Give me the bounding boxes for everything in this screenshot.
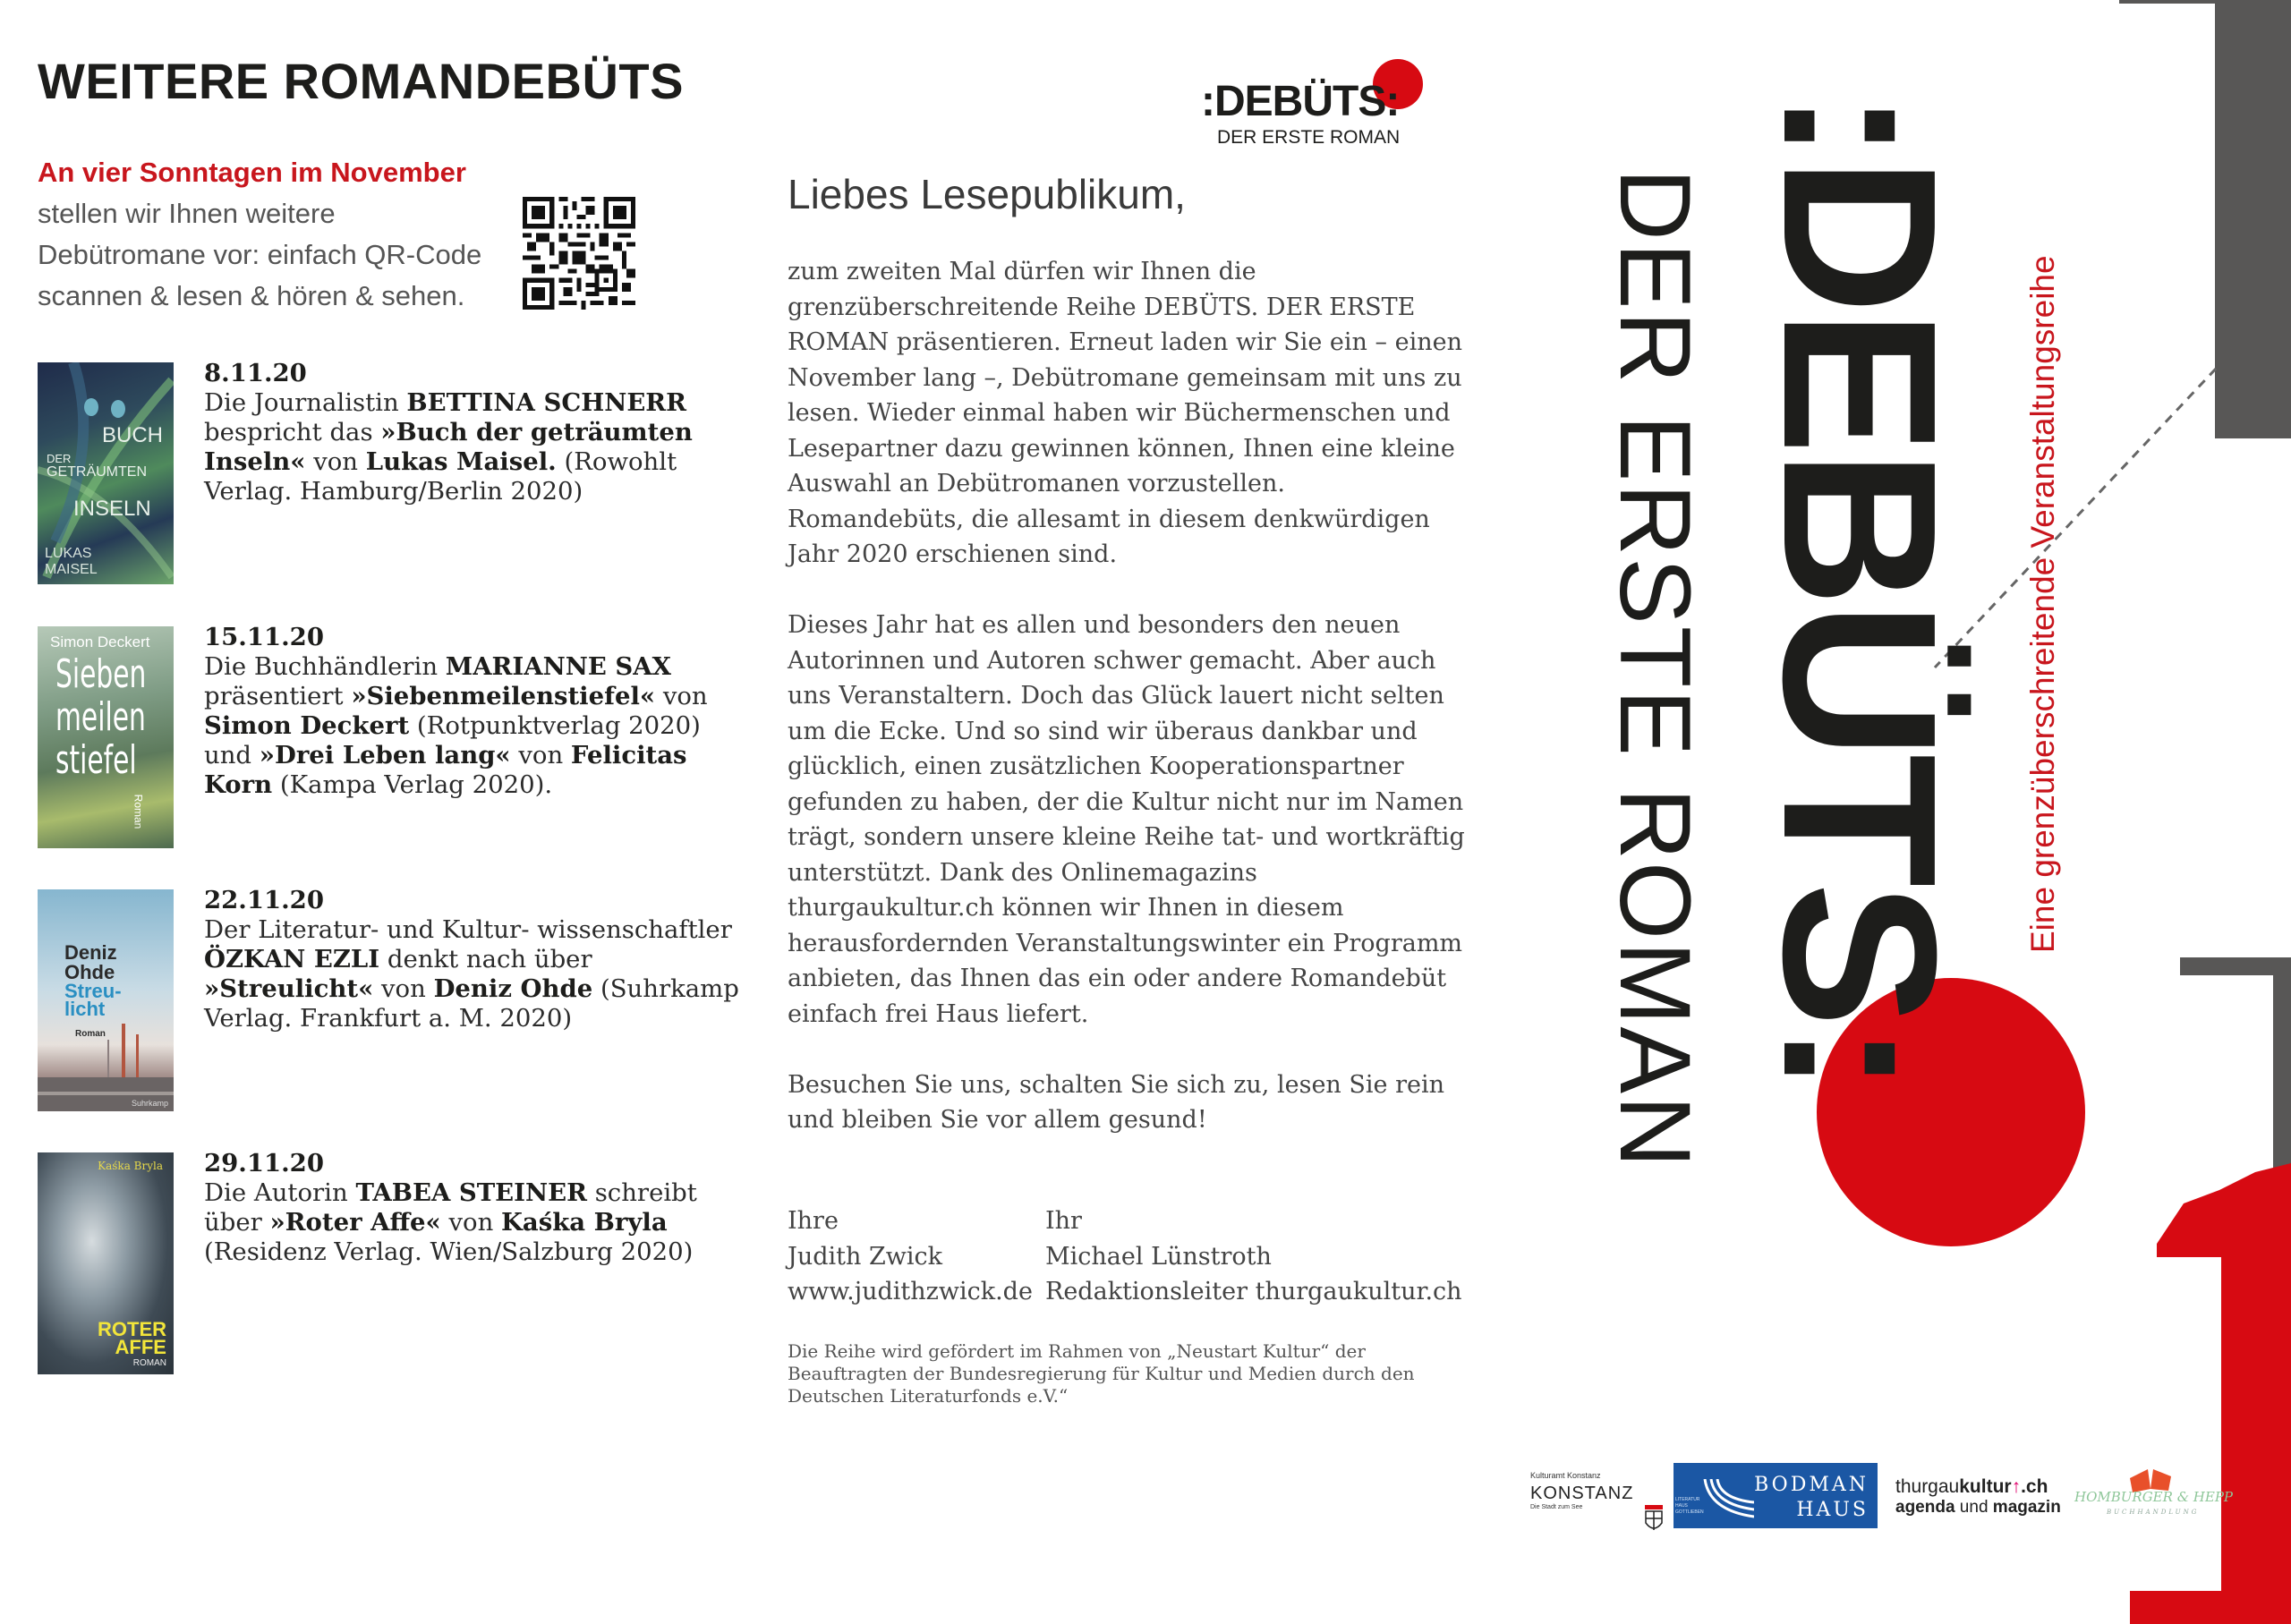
event-date: 8.11.20 — [204, 359, 307, 387]
event-date: 22.11.20 — [204, 886, 324, 914]
intro-line: Debütromane vor: einfach QR-Code — [38, 239, 482, 270]
logo-thurgaukultur[interactable]: thurgaukultur↑.ch agenda und magazin — [1895, 1476, 2061, 1517]
red-number-one — [2130, 1163, 2291, 1624]
event-date: 15.11.20 — [204, 623, 324, 651]
event-item — [38, 359, 718, 586]
text-run: (Rowohlt Verlag. Hamburg/Berlin 2020) — [204, 447, 677, 506]
bold-run: ÖZKAN EZLI — [204, 945, 380, 974]
section-title: WEITERE ROMANDEBÜTS — [38, 53, 684, 109]
cover-subtitle: DER ERSTE ROMAN — [1599, 168, 1711, 1169]
cover-title: Sieben meilen stiefel — [55, 651, 147, 783]
signature-name: Judith Zwick — [788, 1242, 942, 1271]
greeting: Liebes Lesepublikum, — [788, 171, 1186, 217]
signature-2 — [1045, 1203, 1462, 1310]
signature-1 — [788, 1203, 1033, 1310]
text-run: (Suhrkamp Verlag. Frankfurt a. M. 2020) — [204, 974, 739, 1033]
text-run: präsentiert — [204, 682, 352, 710]
bold-run: Lukas Maisel. — [365, 447, 557, 476]
cover-publisher: Suhrkamp — [131, 1099, 168, 1108]
cover-title: GETRÄUMTEN — [47, 464, 147, 480]
book-cover-streulicht — [38, 889, 174, 1111]
grey-bar-bottom — [2180, 957, 2291, 975]
cover-big-word: :DEBÜTS: — [1738, 89, 1982, 1090]
grey-stem-top — [2215, 0, 2291, 438]
signature-salutation: Ihre — [788, 1207, 839, 1235]
event-description — [204, 652, 708, 799]
logo-word: :DEBÜTS: — [1201, 78, 1400, 125]
signature-name: Michael Lünstroth — [1045, 1242, 1272, 1271]
text-run: (Rotpunktverlag 2020) und — [204, 711, 701, 769]
logo-subtitle: DER ERSTE ROMAN — [1217, 127, 1401, 148]
cover-tag: ROMAN — [132, 1358, 166, 1368]
logo-homburger-hepp[interactable]: HOMBURGER & HEPP BUCHHANDLUNG — [2074, 1458, 2236, 1530]
text-run: (Residenz Verlag. Wien/Salzburg 2020) — [204, 1237, 694, 1266]
bold-run: »Siebenmeilenstiefel« — [351, 682, 656, 710]
book-cover-siebenmeilenstiefel — [38, 626, 174, 848]
text-run: Die Autorin — [204, 1178, 356, 1207]
bold-run: »Streulicht« — [204, 974, 374, 1003]
signature-role: Redaktionsleiter thurgaukultur.ch — [1045, 1278, 1462, 1305]
letter-paragraph: zum zweiten Mal dürfen wir Ihnen die grenzüberschreitende Reihe DEBÜTS. DER ERSTE ROMAN präsentieren. Erneut laden wir Sie ein – einen November lang –, Debütromane gemeinsam mit uns zu lesen. Wieder einmal haben wir Büchermenschen und Lesepartner dazu gewinnen können, Ihnen eine kleine Auswahl an Debütromanen vorzustellen. Romandebüts, die allesamt in diesem denkwürdigen Jahr 2020 erschienen sind. — [788, 258, 1462, 568]
logo-konstanz[interactable]: Kulturamt Konstanz KONSTANZ Die Stadt zum See — [1530, 1471, 1682, 1534]
letter-paragraph: Dieses Jahr hat es allen und besonders den neuen Autorinnen und Autoren schwer gemacht. Aber auch uns Veranstaltern. Doch das Glück lauert nicht selten um die Ecke. Und so sind wir überaus dankbar und glücklich, einen zusätzlichen Kooperationspartner gefunden zu haben, der die Kultur nicht nur im Namen trägt, sondern unsere kleine Reihe tat- und wortkräftig unterstützt. Dank des Onlinemagazins thurgaukultur.ch können wir Ihnen in diesem herausfordernden Veranstaltungswinter ein Programm anbieten, das Ihnen das ein oder andere Romandebüt einfach frei Haus liefert. — [788, 611, 1465, 1028]
cover-tag: Roman — [132, 794, 145, 829]
text-run: von — [373, 974, 434, 1003]
cover-title: ROTER AFFE — [98, 1318, 166, 1358]
text-run: denkt nach über — [379, 945, 592, 974]
intro-line: stellen wir Ihnen weitere — [38, 198, 336, 229]
logo-bodman-haus[interactable]: LITERATUR HAUS GOTTLIEBEN BODMAN HAUS — [1674, 1463, 1878, 1528]
intro-highlight: An vier Sonntagen im November — [38, 157, 466, 188]
cover-author: LUKAS MAISEL — [45, 546, 98, 577]
bold-run: »Drei Leben lang« — [259, 741, 511, 769]
event-text — [204, 886, 741, 1033]
event-description — [204, 388, 693, 506]
cover-title: DER — [47, 452, 72, 465]
sponsor-logos — [1521, 1458, 2237, 1530]
cover-author: Simon Deckert — [50, 633, 150, 650]
bold-run: Felicitas Korn — [204, 741, 687, 799]
bodman-waves-icon — [1700, 1479, 1754, 1524]
debuts-logo — [1201, 55, 1425, 154]
bold-run: Simon Deckert — [204, 711, 410, 740]
cover-title: INSELN — [73, 497, 151, 521]
bold-run: Kaśka Bryla — [501, 1208, 668, 1237]
event-text — [204, 623, 741, 800]
intro-line: scannen & lesen & hören & sehen. — [38, 280, 465, 311]
event-item — [38, 1149, 718, 1376]
text-run: von — [440, 1208, 502, 1237]
text-run: bespricht das — [204, 418, 381, 446]
cover-author: Deniz Ohde — [64, 941, 117, 983]
bold-run: »Roter Affe« — [269, 1208, 441, 1237]
event-item — [38, 886, 739, 1113]
event-date: 29.11.20 — [204, 1149, 324, 1178]
cover-author: Kaśka Bryla — [98, 1160, 163, 1172]
event-item — [38, 623, 718, 850]
cover-tag: Roman — [75, 1029, 106, 1039]
funding-footnote: Die Reihe wird gefördert im Rahmen von „Neustart Kultur“ der Beauftragten der Bundesregierung für Kultur und Medien durch den Deutschen Literaturfonds e.V.“ — [788, 1340, 1415, 1407]
cover-tagline: Eine grenzüberschreitende Veranstaltungsreihe — [2024, 255, 2061, 953]
bold-run: Deniz Ohde — [433, 974, 593, 1003]
text-run: von — [655, 682, 708, 710]
qr-code[interactable] — [523, 197, 635, 310]
bold-run: BETTINA SCHNERR — [406, 388, 687, 417]
event-description — [204, 915, 739, 1033]
bold-run: TABEA STEINER — [355, 1178, 587, 1207]
konstanz-coat-of-arms-icon — [1645, 1505, 1663, 1534]
book-cover-roter-affe — [38, 1152, 174, 1374]
text-run: schreibt über — [204, 1178, 697, 1237]
bold-run: MARIANNE SAX — [445, 652, 671, 681]
event-text — [204, 1149, 741, 1267]
text-run: von — [510, 741, 571, 769]
cover-title: Streu- licht — [64, 980, 122, 1020]
book-cover-buch-der-getraeumten-inseln — [38, 362, 174, 584]
text-run: von — [305, 447, 366, 476]
signature-salutation: Ihr — [1045, 1207, 1082, 1235]
text-run: (Kampa Verlag 2020). — [272, 770, 553, 799]
cover-title: BUCH — [101, 423, 163, 447]
text-run: Die Journalistin — [204, 388, 407, 417]
event-text — [204, 359, 741, 506]
signature-website-link[interactable]: www.judithzwick.de — [788, 1278, 1033, 1305]
bold-run: »Buch der geträumten Inseln« — [204, 418, 693, 476]
text-run: Der Literatur- und Kultur- wissenschaftler — [204, 915, 732, 944]
intro-text — [38, 152, 521, 317]
letter-paragraph: Besuchen Sie uns, schalten Sie sich zu, lesen Sie rein und bleiben Sie vor allem gesund! — [788, 1070, 1444, 1134]
event-description — [204, 1178, 697, 1266]
letter-body — [788, 254, 1468, 1173]
text-run: Die Buchhändlerin — [204, 652, 446, 681]
